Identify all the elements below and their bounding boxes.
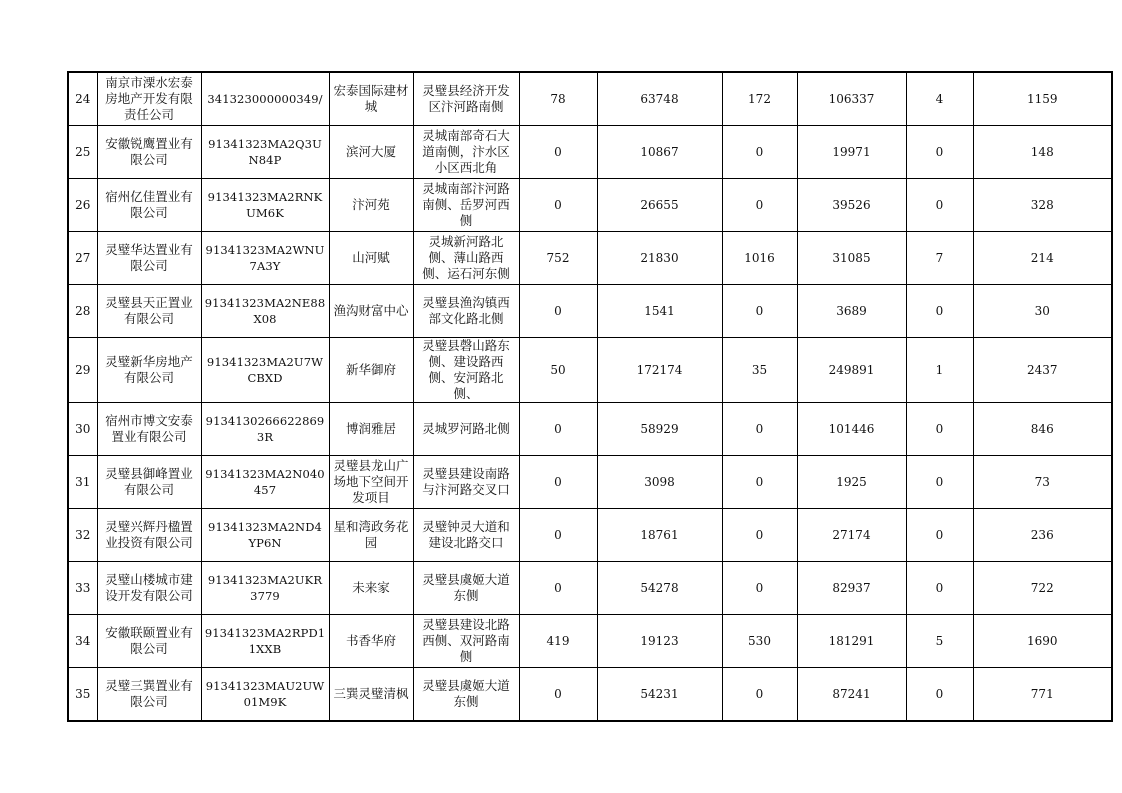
value-cell-1: 0: [519, 403, 597, 456]
project-cell: 星和湾政务花园: [329, 509, 413, 562]
value-cell-4: 249891: [797, 338, 906, 403]
value-cell-6: 214: [973, 232, 1112, 285]
value-cell-1: 752: [519, 232, 597, 285]
value-cell-5: 7: [906, 232, 973, 285]
value-cell-4: 27174: [797, 509, 906, 562]
table-row: [68, 562, 1112, 615]
company-cell: 安徽联颐置业有限公司: [97, 615, 201, 668]
table-row: [68, 126, 1112, 179]
table-row: [68, 403, 1112, 456]
project-cell: 灵璧县龙山广场地下空间开发项目: [329, 456, 413, 509]
value-cell-5: 0: [906, 509, 973, 562]
row-number-cell: 35: [68, 668, 97, 722]
project-cell: 渔沟财富中心: [329, 285, 413, 338]
value-cell-3: 0: [722, 456, 797, 509]
value-cell-1: 50: [519, 338, 597, 403]
value-cell-3: 0: [722, 668, 797, 722]
table-row: [68, 338, 1112, 403]
value-cell-4: 39526: [797, 179, 906, 232]
project-cell: 新华御府: [329, 338, 413, 403]
location-cell: 灵城南部奇石大道南侧，汴水区小区西北角: [413, 126, 519, 179]
value-cell-6: 148: [973, 126, 1112, 179]
location-cell: 灵城罗河路北侧: [413, 403, 519, 456]
location-cell: 灵璧县虞姬大道东侧: [413, 668, 519, 722]
row-number-cell: 33: [68, 562, 97, 615]
value-cell-1: 0: [519, 285, 597, 338]
company-cell: 灵璧县天正置业有限公司: [97, 285, 201, 338]
row-number-cell: 27: [68, 232, 97, 285]
company-cell: 安徽锐鹰置业有限公司: [97, 126, 201, 179]
credit-code-cell: 91341323MA2N040457: [201, 456, 329, 509]
location-cell: 灵城新河路北侧、薄山路西侧、运石河东侧: [413, 232, 519, 285]
value-cell-5: 5: [906, 615, 973, 668]
value-cell-5: 0: [906, 179, 973, 232]
value-cell-6: 1690: [973, 615, 1112, 668]
value-cell-2: 21830: [597, 232, 722, 285]
value-cell-5: 0: [906, 403, 973, 456]
value-cell-3: 0: [722, 126, 797, 179]
value-cell-6: 722: [973, 562, 1112, 615]
table-body: [68, 72, 1112, 721]
credit-code-cell: 91341323MA2RNKUM6K: [201, 179, 329, 232]
value-cell-6: 236: [973, 509, 1112, 562]
table-row: [68, 615, 1112, 668]
company-cell: 南京市溧水宏泰房地产开发有限责任公司: [97, 72, 201, 126]
company-cell: 灵璧华达置业有限公司: [97, 232, 201, 285]
row-number-cell: 29: [68, 338, 97, 403]
project-cell: 滨河大厦: [329, 126, 413, 179]
value-cell-6: 771: [973, 668, 1112, 722]
value-cell-6: 328: [973, 179, 1112, 232]
value-cell-3: 172: [722, 72, 797, 126]
credit-code-cell: 91341323MAU2UW01M9K: [201, 668, 329, 722]
project-cell: 书香华府: [329, 615, 413, 668]
credit-code-cell: 91341323MA2NE88X08: [201, 285, 329, 338]
value-cell-1: 0: [519, 562, 597, 615]
value-cell-1: 0: [519, 126, 597, 179]
project-cell: 博润雅居: [329, 403, 413, 456]
value-cell-5: 0: [906, 562, 973, 615]
table-row: [68, 285, 1112, 338]
value-cell-4: 181291: [797, 615, 906, 668]
value-cell-6: 30: [973, 285, 1112, 338]
value-cell-1: 0: [519, 509, 597, 562]
value-cell-4: 101446: [797, 403, 906, 456]
value-cell-5: 0: [906, 126, 973, 179]
credit-code-cell: 91341323MA2ND4YP6N: [201, 509, 329, 562]
value-cell-2: 54278: [597, 562, 722, 615]
value-cell-4: 87241: [797, 668, 906, 722]
value-cell-4: 106337: [797, 72, 906, 126]
value-cell-2: 3098: [597, 456, 722, 509]
credit-code-cell: 91341323MA2UKR3779: [201, 562, 329, 615]
location-cell: 灵城南部汴河路南侧、岳罗河西侧: [413, 179, 519, 232]
company-cell: 宿州市博文安泰置业有限公司: [97, 403, 201, 456]
value-cell-5: 4: [906, 72, 973, 126]
value-cell-5: 1: [906, 338, 973, 403]
company-cell: 灵璧兴辉丹楹置业投资有限公司: [97, 509, 201, 562]
value-cell-5: 0: [906, 456, 973, 509]
table-row: [68, 179, 1112, 232]
value-cell-1: 419: [519, 615, 597, 668]
project-cell: 宏泰国际建材城: [329, 72, 413, 126]
row-number-cell: 26: [68, 179, 97, 232]
value-cell-2: 19123: [597, 615, 722, 668]
value-cell-3: 0: [722, 179, 797, 232]
company-cell: 宿州亿佳置业有限公司: [97, 179, 201, 232]
value-cell-5: 0: [906, 285, 973, 338]
value-cell-4: 82937: [797, 562, 906, 615]
table-row: [68, 232, 1112, 285]
value-cell-4: 3689: [797, 285, 906, 338]
value-cell-4: 31085: [797, 232, 906, 285]
credit-code-cell: 91341323MA2WNU7A3Y: [201, 232, 329, 285]
value-cell-6: 1159: [973, 72, 1112, 126]
value-cell-3: 0: [722, 562, 797, 615]
location-cell: 灵璧县建设北路西侧、双河路南侧: [413, 615, 519, 668]
row-number-cell: 34: [68, 615, 97, 668]
location-cell: 灵璧县磬山路东侧、建设路西侧、安河路北侧、: [413, 338, 519, 403]
location-cell: 灵璧县渔沟镇西部文化路北侧: [413, 285, 519, 338]
project-cell: 未来家: [329, 562, 413, 615]
credit-code-cell: 91341323MA2U7WCBXD: [201, 338, 329, 403]
row-number-cell: 28: [68, 285, 97, 338]
location-cell: 灵璧钟灵大道和建设北路交口: [413, 509, 519, 562]
credit-code-cell: 341323000000349/: [201, 72, 329, 126]
value-cell-1: 0: [519, 668, 597, 722]
value-cell-2: 58929: [597, 403, 722, 456]
location-cell: 灵璧县建设南路与汴河路交叉口: [413, 456, 519, 509]
value-cell-3: 530: [722, 615, 797, 668]
project-cell: 三巽灵璧清枫: [329, 668, 413, 722]
value-cell-2: 63748: [597, 72, 722, 126]
table-row: [68, 456, 1112, 509]
project-cell: 山河赋: [329, 232, 413, 285]
row-number-cell: 31: [68, 456, 97, 509]
row-number-cell: 25: [68, 126, 97, 179]
value-cell-4: 19971: [797, 126, 906, 179]
table-row: [68, 509, 1112, 562]
data-table: [67, 71, 1113, 722]
row-number-cell: 32: [68, 509, 97, 562]
company-cell: 灵璧县御峰置业有限公司: [97, 456, 201, 509]
value-cell-1: 0: [519, 456, 597, 509]
location-cell: 灵璧县经济开发区汴河路南侧: [413, 72, 519, 126]
credit-code-cell: 91341323MA2RPD11XXB: [201, 615, 329, 668]
value-cell-1: 0: [519, 179, 597, 232]
company-cell: 灵璧三巽置业有限公司: [97, 668, 201, 722]
table-row: [68, 668, 1112, 722]
value-cell-6: 73: [973, 456, 1112, 509]
value-cell-3: 35: [722, 338, 797, 403]
value-cell-2: 1541: [597, 285, 722, 338]
company-cell: 灵璧新华房地产有限公司: [97, 338, 201, 403]
value-cell-6: 2437: [973, 338, 1112, 403]
company-cell: 灵璧山楼城市建设开发有限公司: [97, 562, 201, 615]
credit-code-cell: 91341302666228693R: [201, 403, 329, 456]
value-cell-1: 78: [519, 72, 597, 126]
value-cell-2: 10867: [597, 126, 722, 179]
project-cell: 汴河苑: [329, 179, 413, 232]
value-cell-3: 0: [722, 509, 797, 562]
table-row: [68, 72, 1112, 126]
value-cell-2: 26655: [597, 179, 722, 232]
value-cell-2: 18761: [597, 509, 722, 562]
row-number-cell: 24: [68, 72, 97, 126]
value-cell-6: 846: [973, 403, 1112, 456]
credit-code-cell: 91341323MA2Q3UN84P: [201, 126, 329, 179]
value-cell-2: 54231: [597, 668, 722, 722]
value-cell-3: 0: [722, 403, 797, 456]
value-cell-3: 0: [722, 285, 797, 338]
value-cell-3: 1016: [722, 232, 797, 285]
location-cell: 灵璧县虞姬大道东侧: [413, 562, 519, 615]
value-cell-2: 172174: [597, 338, 722, 403]
value-cell-5: 0: [906, 668, 973, 722]
value-cell-4: 1925: [797, 456, 906, 509]
row-number-cell: 30: [68, 403, 97, 456]
